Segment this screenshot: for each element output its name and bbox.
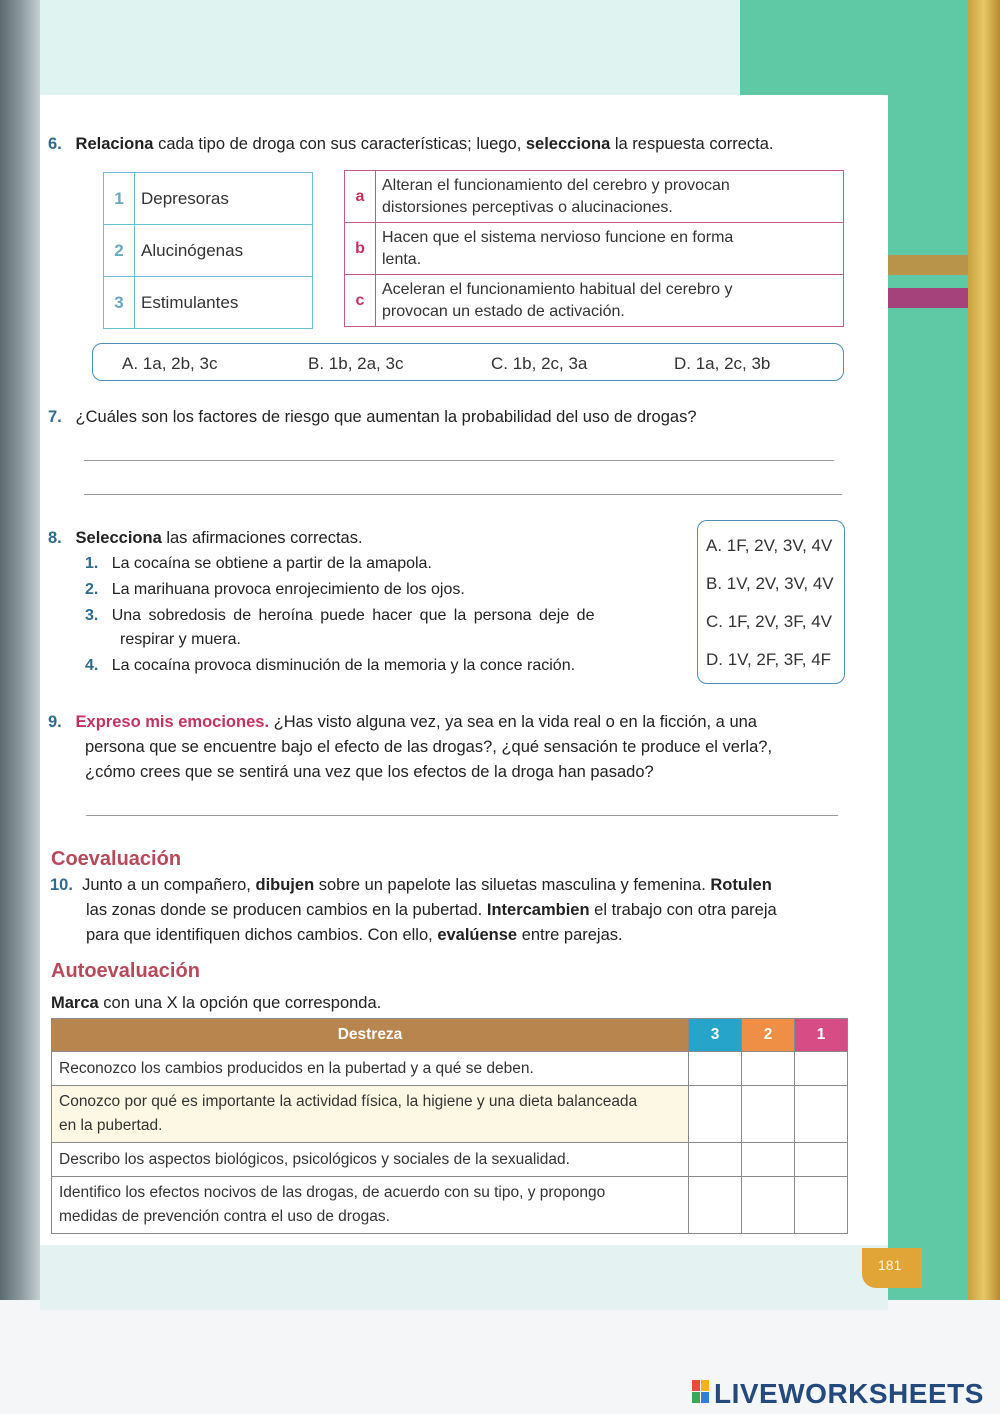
q6-right-row[interactable] [345, 223, 844, 275]
q10-text: Junto a un compañero, [82, 876, 256, 894]
q10-text: las zonas donde se producen cambios en la pubertad. [86, 901, 487, 919]
q6-right-row[interactable] [345, 275, 844, 327]
q9-text-line3: ¿cómo crees que se sentirá una vez que los efectos de la droga han pasado? [85, 763, 654, 781]
q8-text: las afirmaciones correctas. [161, 529, 363, 547]
q10-verb-rotulen: Rotulen [710, 876, 772, 894]
q9-number: 9. [48, 713, 62, 731]
mark-cell-3[interactable] [689, 1143, 742, 1177]
q10-verb-dibujen: dibujen [255, 876, 315, 894]
q6-characteristics-table [344, 170, 844, 327]
skill-text [52, 1177, 689, 1234]
q6-right-text-line1: Aceleran el funcionamiento habitual del cerebro y [382, 280, 733, 298]
q9-title: Expreso mis emociones. [75, 713, 270, 731]
skill-text-line2: medidas de prevención contra el uso de drogas. [59, 1208, 390, 1225]
instruction-verb: Marca [51, 994, 99, 1012]
q6-option-a[interactable]: A. 1a, 2b, 3c [122, 354, 218, 373]
q8-prompt [48, 526, 363, 550]
q6-option-d[interactable]: D. 1a, 2c, 3b [674, 354, 771, 373]
q8-item-text: La marihuana provoca enrojecimiento de los ojos. [111, 581, 465, 598]
q8-statement-3 [85, 604, 594, 628]
q6-left-row[interactable] [104, 225, 313, 277]
q6-left-label: Estimulantes [135, 277, 313, 329]
q9-answer-line[interactable] [86, 815, 838, 816]
q6-verb-selecciona: selecciona [525, 135, 611, 153]
table-row [52, 1086, 848, 1143]
liveworksheets-logo-icon [692, 1380, 710, 1404]
q10-verb-intercambien: Intercambien [486, 901, 590, 919]
table-row [52, 1143, 848, 1177]
q6-option-c[interactable]: C. 1b, 2c, 3a [491, 354, 588, 373]
q8-option-d[interactable]: D. 1V, 2F, 3F, 4F [706, 650, 832, 669]
skill-text-line1: Identifico los efectos nocivos de las drogas, de acuerdo con su tipo, y propongo [59, 1184, 606, 1201]
q6-left-key: 1 [104, 173, 135, 225]
q8-item-number: 1. [85, 555, 99, 572]
q10-verb-evaluense: evalúense [437, 926, 518, 944]
q10-text: el trabajo con otra pareja [589, 901, 777, 919]
q8-option-a[interactable]: A. 1F, 2V, 3V, 4V [706, 536, 833, 555]
q8-item-number: 4. [85, 657, 99, 674]
q8-item-text: La cocaína se obtiene a partir de la amapola. [111, 555, 432, 572]
q6-right-text-line2: lenta. [382, 250, 422, 268]
skill-text: Reconozco los cambios producidos en la pubertad y a qué se deben. [52, 1052, 689, 1086]
q9-text-line1: ¿Has visto alguna vez, ya sea en la vida real o en la ficción, a una [269, 713, 757, 731]
col-score-1: 1 [795, 1019, 848, 1052]
col-destreza: Destreza [52, 1019, 689, 1052]
q6-left-row[interactable] [104, 173, 313, 225]
q7-number: 7. [48, 408, 62, 426]
self-evaluation-heading: Autoevaluación [51, 960, 200, 982]
q6-right-text-line1: Hacen que el sistema nervioso funcione en forma [382, 228, 734, 246]
coevaluation-heading: Coevaluación [51, 848, 182, 870]
q6-drug-types-table [103, 172, 313, 329]
table-row [52, 1052, 848, 1086]
q6-right-key: b [345, 223, 376, 275]
q6-left-key: 3 [104, 277, 135, 329]
q10-text: sobre un papelote las siluetas masculina y femenina. [314, 876, 711, 894]
q8-item-number: 2. [85, 581, 99, 598]
q6-left-row[interactable] [104, 277, 313, 329]
q8-statement-4 [85, 654, 575, 678]
q6-right-text-line1: Alteran el funcionamiento del cerebro y provocan [382, 176, 730, 194]
q10-line3 [86, 923, 623, 947]
q8-statement-2 [85, 578, 465, 602]
q7-answer-line-1[interactable] [84, 460, 834, 461]
instruction-text: con una X la opción que corresponda. [98, 994, 382, 1012]
q9-prompt [48, 710, 757, 734]
q8-item-text-line1: Una sobredosis de heroína puede hacer que la persona deje de [111, 607, 595, 624]
q10-line1 [50, 873, 772, 897]
mark-cell-1[interactable] [795, 1143, 848, 1177]
q6-right-text-line2: distorsiones perceptivas o alucinaciones. [382, 198, 673, 216]
q8-verb: Selecciona [75, 529, 162, 547]
mark-cell-3[interactable] [689, 1052, 742, 1086]
mark-cell-1[interactable] [795, 1177, 848, 1234]
self-evaluation-table [51, 1018, 848, 1234]
q8-number: 8. [48, 529, 62, 547]
q7-answer-line-2[interactable] [84, 494, 842, 495]
q7-text: ¿Cuáles son los factores de riesgo que aumentan la probabilidad del uso de drogas? [75, 408, 697, 426]
q8-statement-1 [85, 552, 432, 576]
q8-option-c[interactable]: C. 1F, 2V, 3F, 4V [706, 612, 832, 631]
q7-prompt [48, 405, 697, 429]
skill-text-line2: en la pubertad. [59, 1117, 163, 1134]
pink-band [888, 288, 968, 308]
q6-verb-relaciona: Relaciona [75, 135, 154, 153]
q6-left-label: Depresoras [135, 173, 313, 225]
col-score-2: 2 [742, 1019, 795, 1052]
q6-option-b[interactable]: B. 1b, 2a, 3c [308, 354, 404, 373]
q8-item-text: La cocaína provoca disminución de la memoria y la conce ración. [111, 657, 576, 674]
skill-text [52, 1086, 689, 1143]
q6-left-key: 2 [104, 225, 135, 277]
mark-cell-3[interactable] [689, 1177, 742, 1234]
q10-line2 [86, 898, 777, 922]
book-spine-shadow [0, 0, 40, 1414]
sheet-footer-tint [40, 1245, 888, 1310]
mark-cell-2[interactable] [742, 1177, 795, 1234]
liveworksheets-logo: LIVEWORKSHEETS [714, 1378, 984, 1409]
mark-cell-1[interactable] [795, 1086, 848, 1143]
self-evaluation-header-row [52, 1019, 848, 1052]
mark-cell-1[interactable] [795, 1052, 848, 1086]
col-score-3: 3 [689, 1019, 742, 1052]
q6-number: 6. [48, 135, 62, 153]
q10-text: para que identifiquen dichos cambios. Con ello, [86, 926, 438, 944]
skill-text: Describo los aspectos biológicos, psicológicos y sociales de la sexualidad. [52, 1143, 689, 1177]
q6-text-end: la respuesta correcta. [610, 135, 774, 153]
q8-statement-3-cont: respirar y muera. [120, 631, 241, 648]
q6-left-label: Alucinógenas [135, 225, 313, 277]
q6-right-key: a [345, 171, 376, 223]
q6-prompt [48, 132, 774, 156]
q10-number: 10. [50, 876, 73, 894]
q6-right-row[interactable] [345, 171, 844, 223]
skill-text-line1: Conozco por qué es importante la actividad física, la higiene y una dieta balanceada [59, 1093, 638, 1110]
q8-item-number: 3. [85, 607, 99, 624]
mark-cell-2[interactable] [742, 1086, 795, 1143]
q6-right-key: c [345, 275, 376, 327]
mark-cell-2[interactable] [742, 1143, 795, 1177]
mark-cell-3[interactable] [689, 1086, 742, 1143]
book-page-edge [968, 0, 1000, 1310]
q6-right-text-line2: provocan un estado de activación. [382, 302, 625, 320]
q10-text: entre parejas. [517, 926, 623, 944]
gold-band [888, 255, 968, 275]
q9-text-line2: persona que se encuentre bajo el efecto de las drogas?, ¿qué sensación te produce el verla?, [85, 738, 773, 756]
page-number: 181 [878, 1257, 902, 1273]
mark-cell-2[interactable] [742, 1052, 795, 1086]
self-evaluation-instruction [51, 991, 381, 1015]
table-row [52, 1177, 848, 1234]
q8-option-b[interactable]: B. 1V, 2V, 3V, 4V [706, 574, 834, 593]
q6-text-mid: cada tipo de droga con sus características; luego, [153, 135, 526, 153]
